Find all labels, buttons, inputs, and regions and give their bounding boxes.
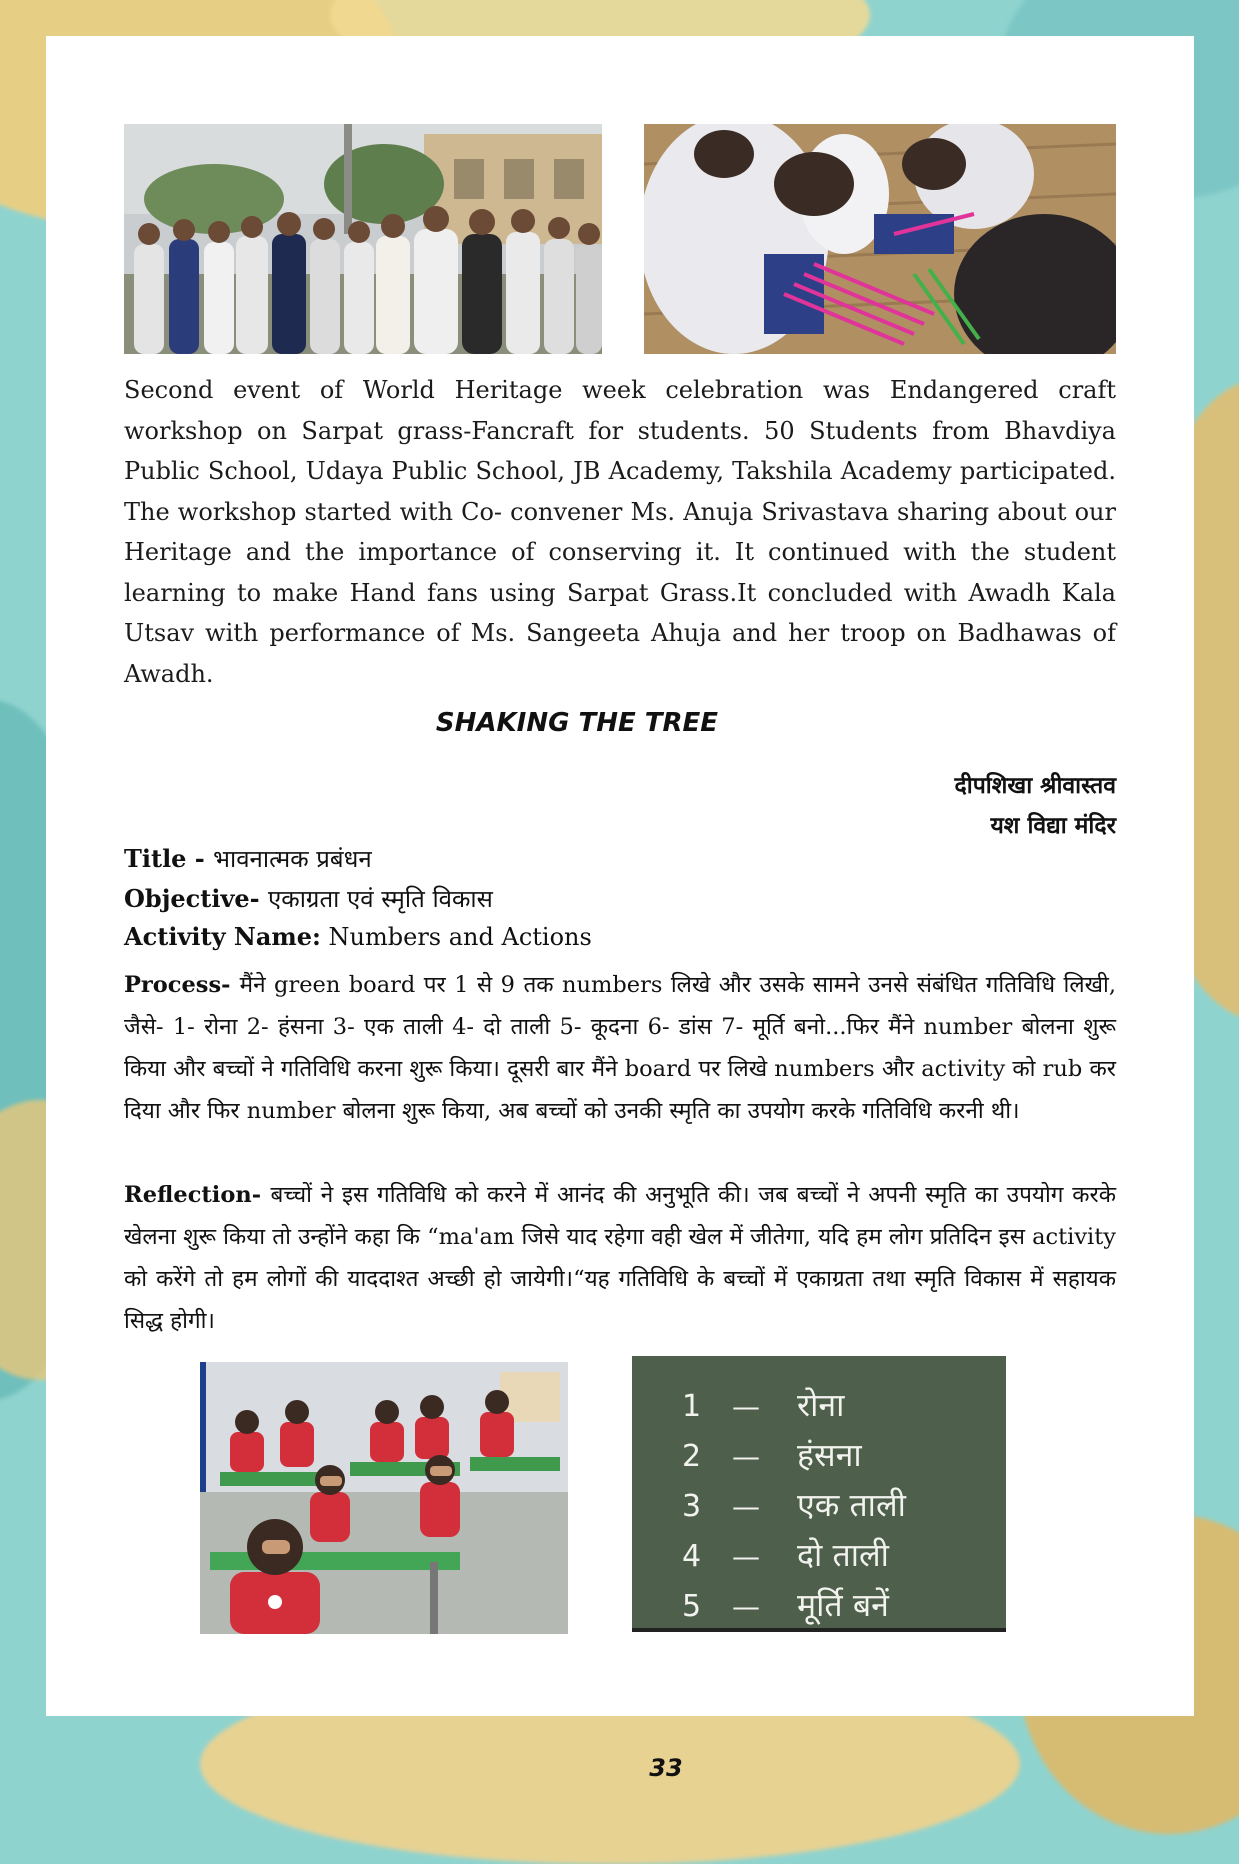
board-dash: —: [732, 1440, 760, 1473]
detail-activity-label: Activity Name:: [124, 922, 321, 951]
reflection-label: Reflection-: [124, 1182, 271, 1208]
board-word: एक ताली: [797, 1486, 906, 1524]
process-text: मैंने green board पर 1 से 9 तक numbers लिखे और उसके सामने उनसे संबंधित गतिविधि लिखी, जैसे- 1- रोना 2- हंसना 3- एक ताली 4- दो ताली 5- कूदना 6- डांस 7- मूर्ति बनो...फिर मैंने number बोलना शुरू किया और बच्चों ने गतिविधि करना शुरू किया। दूसरी बार मैंने board पर लिखे numbers और activity को rub कर दिया और फिर number बोलना शुरू किया, अब बच्चों को उनकी स्मृति का उपयोग करके गतिविधि करनी थी।: [124, 972, 1116, 1124]
photo-students-heritage-walk: [124, 124, 602, 354]
board-word: रोना: [797, 1386, 845, 1424]
detail-activity-value: Numbers and Actions: [320, 923, 592, 951]
detail-objective-value: एकाग्रता एवं स्मृति विकास: [268, 885, 493, 913]
photo-classroom-children: [200, 1362, 568, 1634]
board-dash: —: [732, 1590, 760, 1623]
page-number: 33: [649, 1754, 683, 1782]
detail-objective: [124, 882, 1116, 915]
intro-paragraph: Second event of World Heritage week celebration was Endangered craft workshop on Sarpat grass-Fancraft for students. 50 Students from Bhavdiya Public School, Udaya Public School, JB Academy, Takshila Academy participated. The workshop started with Co- convener Ms. Anuja Srivastava sharing about our Heritage and the importance of conserving it. It continued with the student learning to make Hand fans using Sarpat Grass.It concluded with Awadh Kala Utsav with performance of Ms. Sangeeta Ahuja and her troop on Badhawas of Awadh.: [124, 376, 1116, 688]
board-number: 5: [682, 1589, 702, 1624]
board-dash: —: [732, 1540, 760, 1573]
weaving-workshop-photo-icon: [644, 124, 1116, 354]
author-name: दीपशिखा श्रीवास्तव: [954, 773, 1116, 799]
detail-title-value: भावनात्मक प्रबंधन: [213, 845, 372, 873]
process-paragraph: [124, 964, 1116, 1132]
author-school: यश विद्या मंदिर: [990, 813, 1116, 839]
board-number: 4: [682, 1539, 702, 1574]
process-label: Process-: [124, 972, 240, 998]
page-sheet: [46, 36, 1194, 1782]
board-dash: —: [732, 1490, 760, 1523]
detail-activity: [124, 922, 1116, 951]
green-board-icon: [632, 1356, 1006, 1632]
photo-green-board: [632, 1356, 1006, 1632]
board-word: हंसना: [797, 1436, 862, 1474]
reflection-paragraph: [124, 1174, 1116, 1342]
board-number: 2: [682, 1439, 702, 1474]
section-heading: SHAKING THE TREE: [435, 708, 719, 738]
students-group-photo-icon: [124, 124, 602, 354]
detail-title: [124, 842, 1116, 875]
board-dash: —: [732, 1390, 760, 1423]
reflection-text: बच्चों ने इस गतिविधि को करने में आनंद की अनुभूति की। जब बच्चों ने अपनी स्मृति का उपयोग करके खेलना शुरू किया तो उन्होंने कहा कि “ma'am जिसे याद रहेगा वही खेल में जीतेगा, यदि हम लोग प्रतिदिन इस activity को करेंगे तो हम लोगों की याददाश्त अच्छी हो जायेगी।“यह गतिविधि के बच्चों में एकाग्रता तथा स्मृति विकास में सहायक सिद्ध होगी।: [124, 1182, 1116, 1334]
board-number: 1: [682, 1389, 702, 1424]
detail-objective-label: Objective-: [124, 884, 268, 913]
board-word: मूर्ति बनें: [797, 1586, 889, 1624]
classroom-photo-icon: [200, 1362, 568, 1634]
detail-title-label: Title -: [124, 844, 214, 873]
board-number: 3: [682, 1489, 702, 1524]
board-word: दो ताली: [797, 1536, 889, 1574]
photo-students-weaving: [644, 124, 1116, 354]
